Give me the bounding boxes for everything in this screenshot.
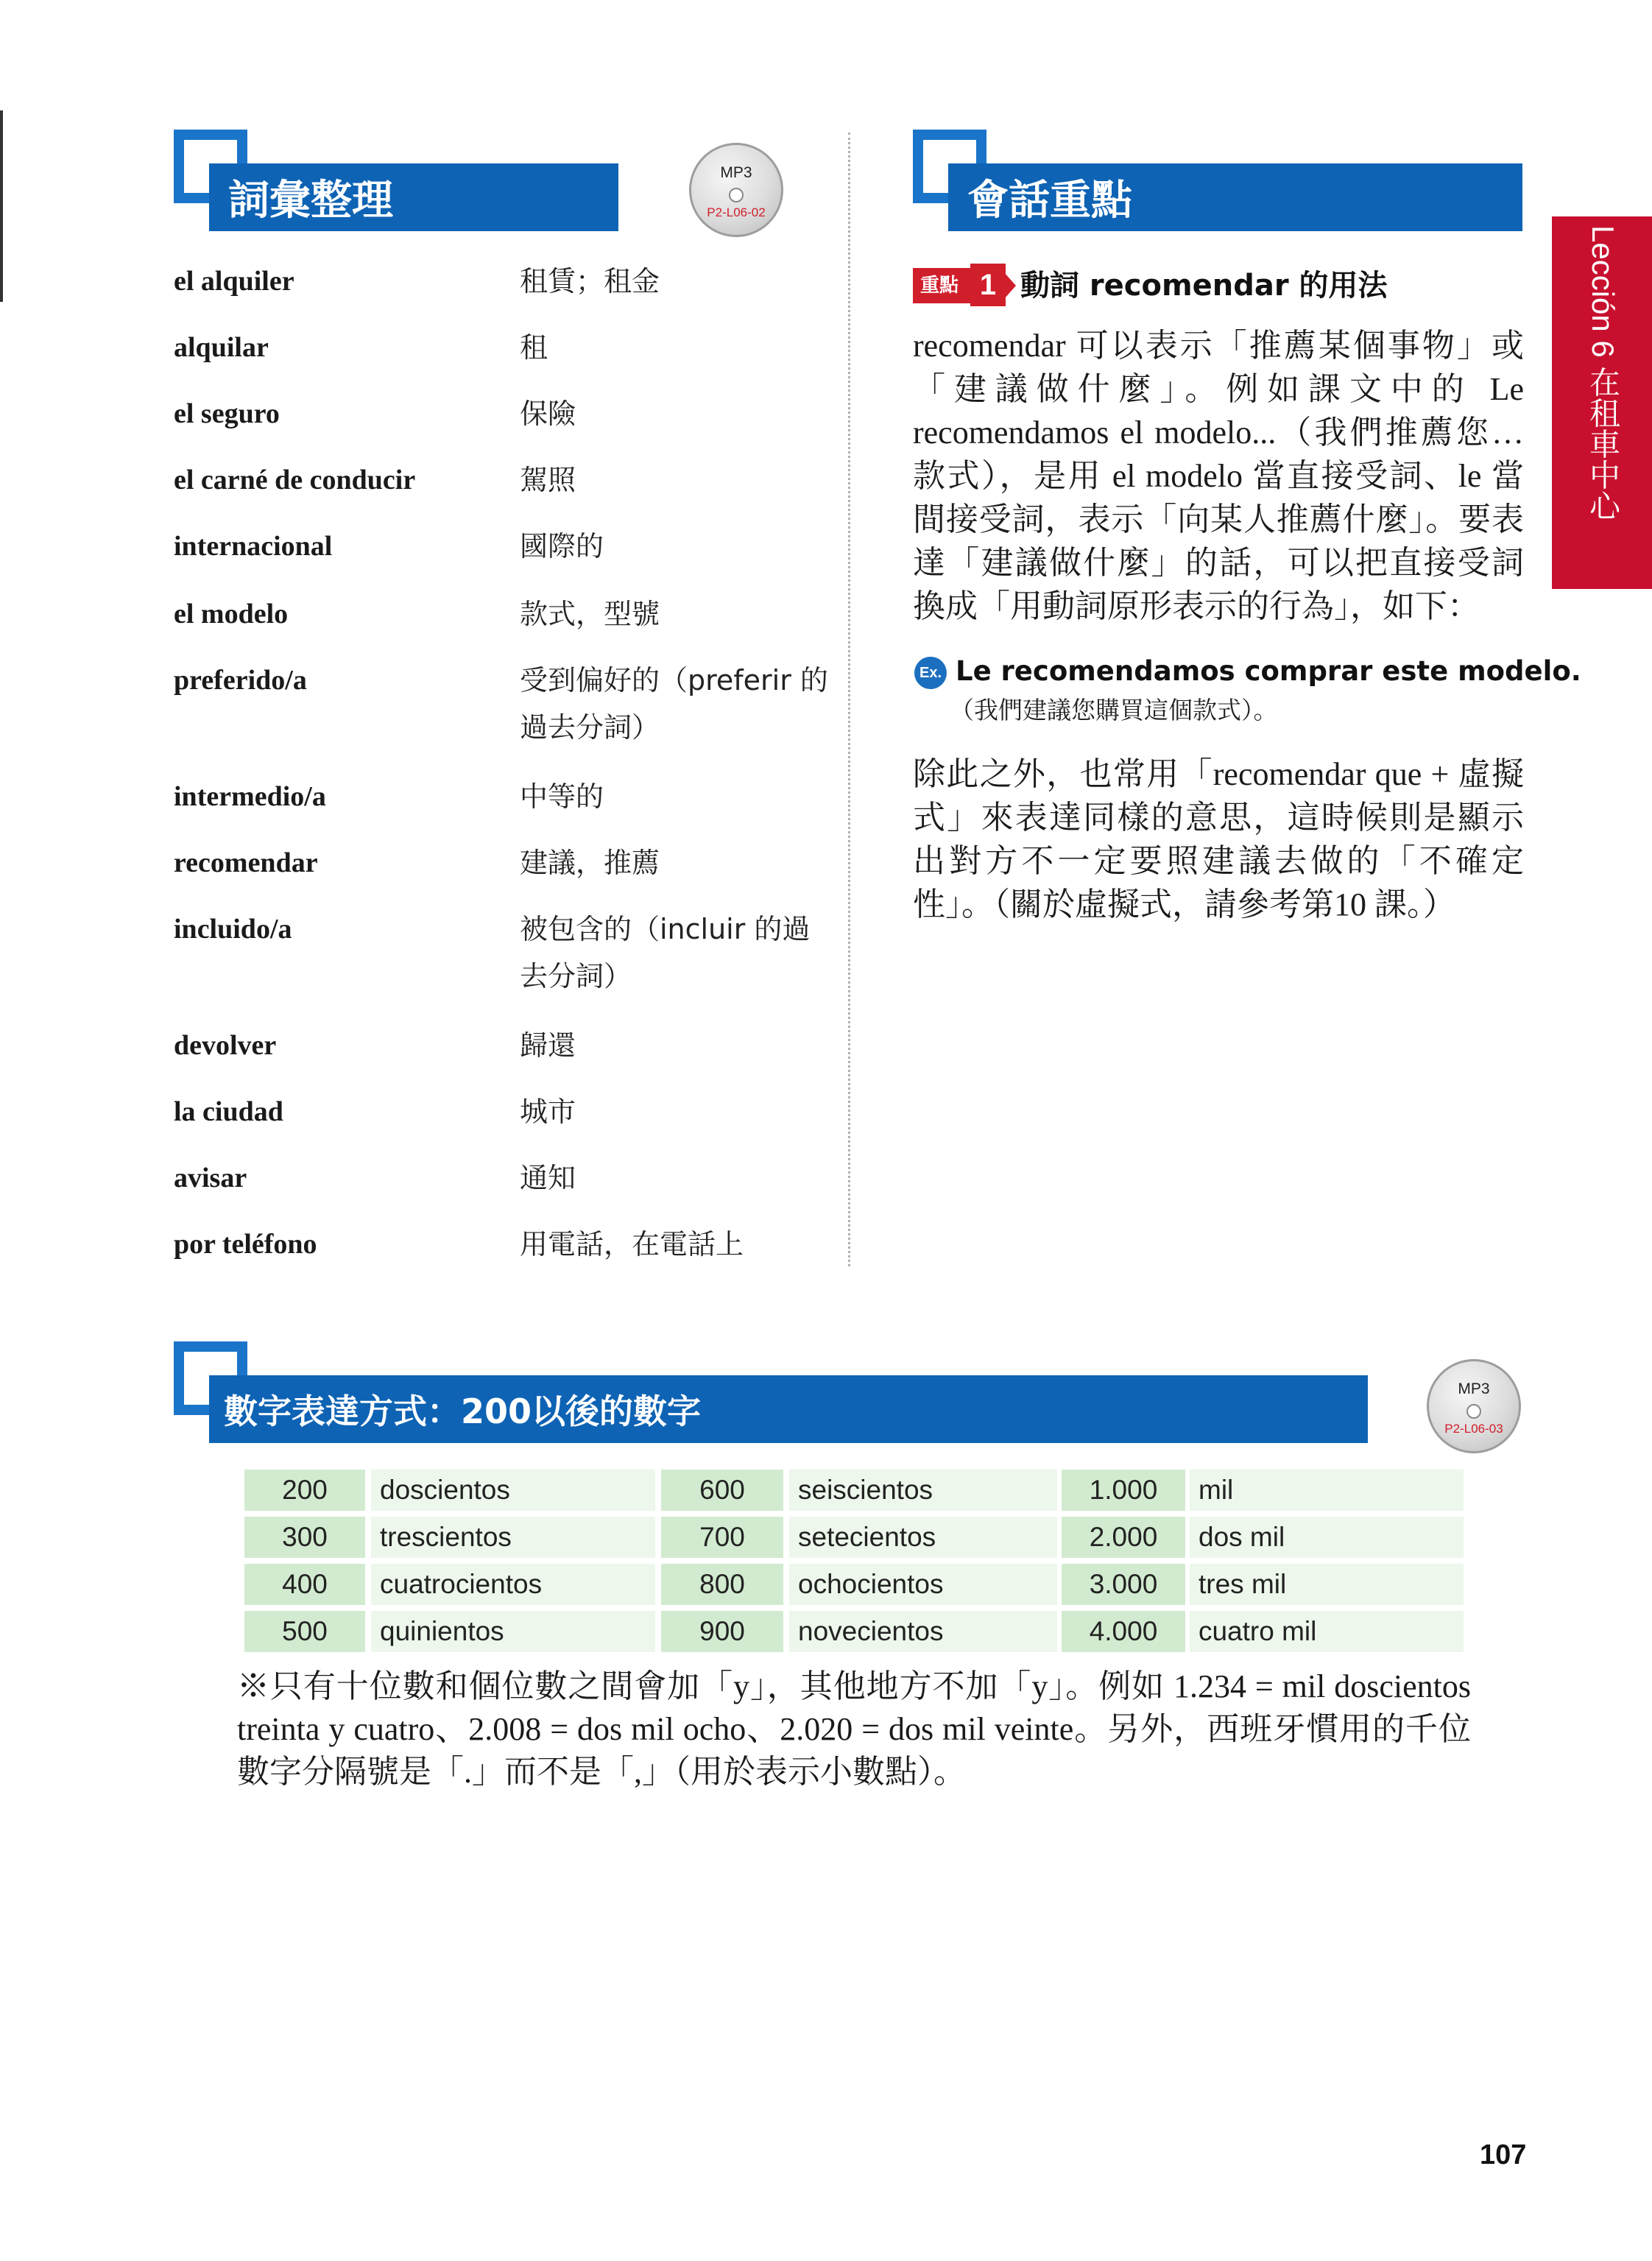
number-word-cell: tres mil xyxy=(1190,1564,1464,1605)
number-cell: 900 xyxy=(661,1611,783,1652)
vocab-es: intermedio/a xyxy=(174,781,326,812)
lesson-side-tab-text: Lección 6 在租車中心 xyxy=(1586,225,1620,521)
number-word-cell: quinientos xyxy=(371,1611,655,1652)
dialog-section-title: 會話重點 xyxy=(967,177,1132,225)
number-word-cell: trescientos xyxy=(371,1517,655,1558)
point-arrow-icon xyxy=(1004,272,1016,299)
number-cell: 600 xyxy=(661,1470,783,1511)
number-word-cell: cuatro mil xyxy=(1190,1611,1464,1652)
vocab-zh: 通知 xyxy=(520,1162,576,1194)
numbers-note: ※只有十位數和個位數之間會加「y」，其他地方不加「y」。例如 1.234 = mil doscientos treinta y cuatro、2.008 = dos mil ocho、2.020 = dos mil veinte。另外，西班牙慣用的千位數字分隔號是「.」而不是「,」（用於表示小數點）。 xyxy=(237,1668,1471,1790)
example-icon: Ex. xyxy=(914,657,947,689)
number-cell: 1.000 xyxy=(1062,1470,1185,1511)
number-cell: 700 xyxy=(661,1517,783,1558)
vocab-zh: 建議，推薦 xyxy=(520,847,660,879)
page-number: 107 xyxy=(1480,2140,1527,2170)
vocab-es: por teléfono xyxy=(174,1229,317,1260)
vocab-zh: 保險 xyxy=(520,398,576,430)
page-edge-line xyxy=(0,110,3,302)
vocab-zh: 中等的 xyxy=(520,780,604,813)
number-word-cell: doscientos xyxy=(371,1470,655,1511)
number-word-cell: setecientos xyxy=(789,1517,1057,1558)
vocab-es: incluido/a xyxy=(174,914,292,945)
mp3-code: P2-L06-03 xyxy=(1444,1422,1503,1436)
vocab-es: el modelo xyxy=(174,599,289,629)
number-cell: 2.000 xyxy=(1062,1517,1185,1558)
number-cell: 500 xyxy=(244,1611,365,1652)
vocab-es: devolver xyxy=(174,1030,277,1061)
vocab-zh: 用電話，在電話上 xyxy=(520,1228,744,1260)
vocab-es: internacional xyxy=(174,531,333,562)
point-number: 1 xyxy=(970,264,1006,306)
number-cell: 300 xyxy=(244,1517,365,1558)
vocab-zh: 城市 xyxy=(520,1096,576,1128)
number-cell: 4.000 xyxy=(1062,1611,1185,1652)
mp3-code: P2-L06-02 xyxy=(707,205,766,219)
vocab-zh: 駕照 xyxy=(520,464,576,496)
number-cell: 800 xyxy=(661,1564,783,1605)
mp3-label: MP3 xyxy=(720,164,752,181)
number-cell: 3.000 xyxy=(1062,1564,1185,1605)
number-cell: 200 xyxy=(244,1470,365,1511)
vocab-zh: 受到偏好的（preferir 的過去分詞） xyxy=(520,664,828,744)
vocab-es: recomendar xyxy=(174,847,318,878)
point-title: 動詞 recomendar 的用法 xyxy=(1020,269,1388,303)
mp3-cd-icon xyxy=(1427,1359,1521,1453)
number-word-cell: ochocientos xyxy=(789,1564,1057,1605)
vocab-es: la ciudad xyxy=(174,1096,283,1127)
dialog-paragraph-1: recomendar 可以表示「推薦某個事物」或「建議做什麼」。例如課文中的 Le recomendamos el modelo...（我們推薦您…款式），是用 el modelo 當直接受詞、le 當間接受詞，表示「向某人推薦什麼」。要表達「建議做什麼」的話，可以把直接受詞換成「用動詞原形表示的行為」，如下： xyxy=(913,328,1524,624)
vocab-zh: 款式，型號 xyxy=(520,598,660,630)
vocab-es: avisar xyxy=(174,1163,247,1193)
vocab-es: preferido/a xyxy=(174,665,307,696)
vocab-es: el alquiler xyxy=(174,266,294,297)
number-word-cell: seiscientos xyxy=(789,1470,1057,1511)
mp3-cd-icon xyxy=(689,143,783,237)
example-chinese: （我們建議您購買這個款式）。 xyxy=(950,696,1278,724)
numbers-section-title: 數字表達方式：200以後的數字 xyxy=(224,1391,702,1431)
number-word-cell: mil xyxy=(1190,1470,1464,1511)
column-divider xyxy=(848,133,850,1266)
vocab-zh: 歸還 xyxy=(520,1029,576,1062)
vocab-zh: 租賃；租金 xyxy=(520,265,660,297)
example-spanish: Le recomendamos comprar este modelo. xyxy=(956,655,1581,687)
number-cell: 400 xyxy=(244,1564,365,1605)
vocab-section-title: 詞彙整理 xyxy=(228,177,393,225)
number-word-cell: novecientos xyxy=(789,1611,1057,1652)
mp3-label: MP3 xyxy=(1458,1380,1490,1397)
vocab-es: el carné de conducir xyxy=(174,465,416,495)
number-word-cell: cuatrocientos xyxy=(371,1564,655,1605)
vocab-zh: 國際的 xyxy=(520,530,604,562)
vocab-zh: 租 xyxy=(520,331,548,364)
dialog-paragraph-2: 除此之外，也常用「recomendar que + 虛擬式」來表達同樣的意思，這時候則是顯示出對方不一定要照建議去做的「不確定性」。（關於虛擬式，請參考第10 課。） xyxy=(913,756,1524,923)
number-word-cell: dos mil xyxy=(1190,1517,1464,1558)
vocab-es: alquilar xyxy=(174,332,269,363)
point-badge: 重點 xyxy=(913,268,975,303)
vocab-zh: 被包含的（incluir 的過去分詞） xyxy=(520,913,811,992)
vocab-es: el seguro xyxy=(174,398,280,429)
